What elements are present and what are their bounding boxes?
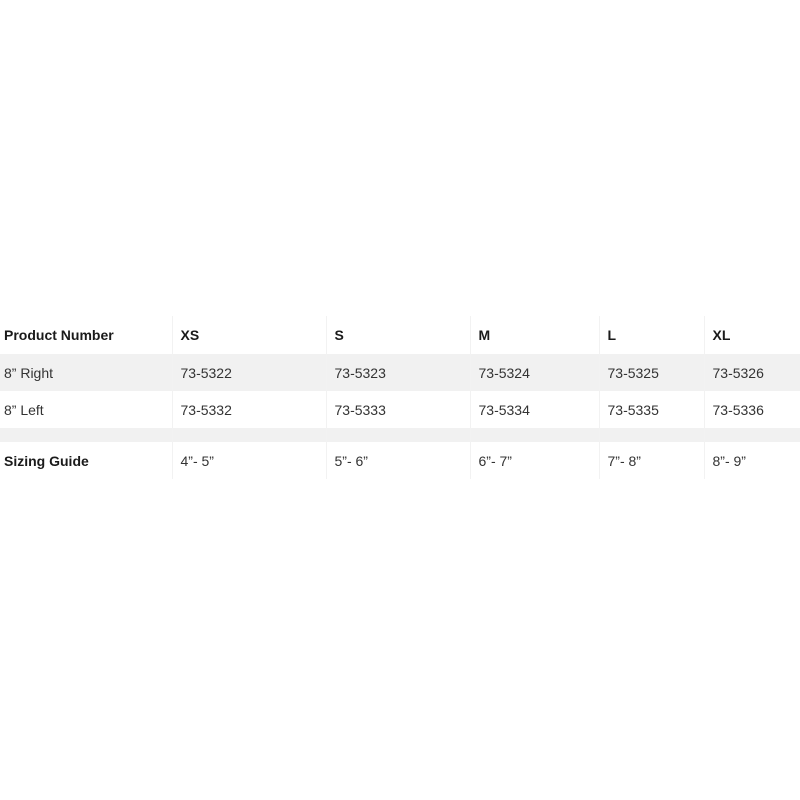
- spacer-cell: [326, 428, 470, 442]
- product-number-cell: 73-5334: [470, 391, 599, 428]
- header-size-xl: XL: [704, 316, 800, 354]
- sizing-guide-cell: 7”- 8”: [599, 442, 704, 479]
- sizing-guide-cell: 8”- 9”: [704, 442, 800, 479]
- sizing-guide-cell: 6”- 7”: [470, 442, 599, 479]
- row-label: 8” Left: [4, 401, 44, 418]
- row-label: 8” Right: [0, 354, 172, 391]
- header-size-s: S: [326, 316, 470, 354]
- header-product-number: Product Number: [4, 327, 114, 343]
- spacer-cell: [599, 428, 704, 442]
- table-header-row: [0, 316, 800, 354]
- spacer-cell: [470, 428, 599, 442]
- table-spacer-row: [0, 428, 800, 442]
- header-size-m: M: [470, 316, 599, 354]
- product-number-cell: 73-5326: [704, 354, 800, 391]
- spacer-cell: [172, 428, 326, 442]
- product-number-cell: 73-5323: [326, 354, 470, 391]
- size-chart-table: [0, 316, 800, 479]
- product-number-cell: 73-5332: [172, 391, 326, 428]
- product-number-cell: 73-5333: [326, 391, 470, 428]
- table-row: [0, 391, 800, 428]
- spacer-cell: [704, 428, 800, 442]
- header-size-l: L: [599, 316, 704, 354]
- sizing-guide-row: [0, 442, 800, 479]
- product-number-cell: 73-5324: [470, 354, 599, 391]
- sizing-guide-label: Sizing Guide: [4, 452, 89, 469]
- spacer-cell: [0, 428, 172, 442]
- sizing-guide-cell: 4”- 5”: [172, 442, 326, 479]
- product-number-cell: 73-5335: [599, 391, 704, 428]
- header-size-xs: XS: [172, 316, 326, 354]
- product-number-cell: 73-5322: [172, 354, 326, 391]
- table-row: [0, 354, 800, 391]
- product-number-cell: 73-5325: [599, 354, 704, 391]
- product-number-cell: 73-5336: [704, 391, 800, 428]
- sizing-guide-cell: 5”- 6”: [326, 442, 470, 479]
